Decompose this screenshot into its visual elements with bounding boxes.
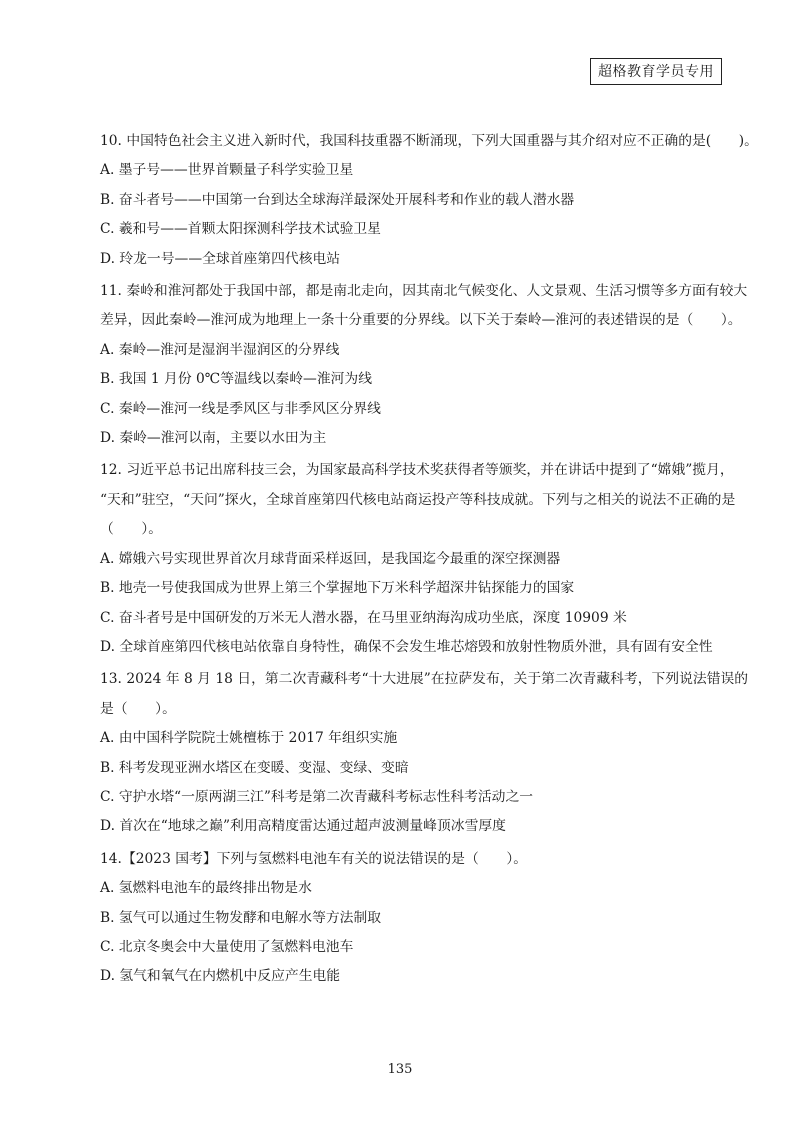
question-stem-line: （ ）。 (100, 521, 163, 538)
question-stem-line: 14.【2023 国考】下列与氢燃料电池车有关的说法错误的是（ ）。 (100, 850, 528, 867)
option-c: C. 羲和号——首颗太阳探测科学技术试验卫星 (100, 221, 381, 238)
question-stem-line: “天和”驻空，“天问”探火，全球首座第四代核电站商运投产等科技成就。下列与之相关的说法不正确的是 (100, 491, 736, 508)
question-list (100, 124, 758, 992)
option-a: A. 嫦娥六号实现世界首次月球背面采样返回，是我国迄今最重的深空探测器 (100, 550, 561, 567)
question-12 (100, 456, 736, 662)
option-a: A. 秦岭—淮河是湿润半湿润区的分界线 (100, 341, 340, 358)
option-c: C. 奋斗者号是中国研发的万米无人潜水器，在马里亚纳海沟成功坐底，深度 10909 米 (100, 609, 627, 626)
question-stem-line: 12. 习近平总书记出席科技三会，为国家最高科学技术奖获得者等颁奖，并在讲话中提到了“嫦娥”揽月， (100, 462, 734, 479)
option-a: A. 氢燃料电池车的最终排出物是水 (100, 880, 312, 897)
option-b: B. 我国 1 月份 0℃等温线以秦岭—淮河为线 (100, 371, 373, 388)
page-number: 135 (387, 1062, 413, 1077)
option-b: B. 地壳一号使我国成为世界上第三个掌握地下万米科学超深井钻探能力的国家 (100, 580, 575, 597)
question-11 (100, 277, 748, 453)
question-10 (100, 127, 758, 274)
question-14 (100, 845, 725, 992)
option-d: D. 玲龙一号——全球首座第四代核电站 (100, 250, 341, 267)
question-stem-line: 13. 2024 年 8 月 18 日，第二次青藏科考“十大进展”在拉萨发布，关于第二次青藏科考，下列说法错误的 (100, 671, 749, 688)
option-c: C. 北京冬奥会中大量使用了氢燃料电池车 (100, 938, 354, 955)
option-c: C. 秦岭—淮河一线是季风区与非季风区分界线 (100, 400, 381, 417)
option-b: B. 氢气可以通过生物发酵和电解水等方法制取 (100, 909, 382, 926)
option-a: A. 墨子号——世界首颗量子科学实验卫星 (100, 162, 354, 179)
question-stem-line: 差异，因此秦岭—淮河成为地理上一条十分重要的分界线。以下关于秦岭—淮河的表述错误的是（ ）。 (100, 312, 742, 329)
question-stem-line: 10. 中国特色社会主义进入新时代，我国科技重器不断涌现，下列大国重器与其介绍对应不正确的是( )。 (100, 133, 758, 149)
option-b: B. 科考发现亚洲水塔区在变暖、变湿、变绿、变暗 (100, 759, 409, 776)
question-stem-line: 11. 秦岭和淮河都处于我国中部，都是南北走向，因其南北气候变化、人文景观、生活习惯等多方面有较大 (100, 283, 748, 300)
option-b: B. 奋斗者号——中国第一台到达全球海洋最深处开展科考和作业的载人潜水器 (100, 191, 575, 208)
option-d: D. 秦岭—淮河以南，主要以水田为主 (100, 430, 327, 447)
option-d: D. 全球首座第四代核电站依靠自身特性，确保不会发生堆芯熔毁和放射性物质外泄，具有固有安全性 (100, 638, 713, 655)
option-d: D. 氢气和氧气在内燃机中反应产生电能 (100, 968, 341, 985)
option-d: D. 首次在“地球之巅”利用高精度雷达通过超声波测量峰顶冰雪厚度 (100, 818, 506, 835)
option-a: A. 由中国科学院院士姚檀栋于 2017 年组织实施 (100, 730, 398, 747)
question-stem-line: 是（ ）。 (100, 700, 176, 717)
exclusive-use-stamp: 超格教育学员专用 (590, 58, 722, 85)
question-13 (100, 665, 749, 841)
option-c: C. 守护水塔“一原两湖三江”科考是第二次青藏科考标志性科考活动之一 (100, 788, 534, 805)
